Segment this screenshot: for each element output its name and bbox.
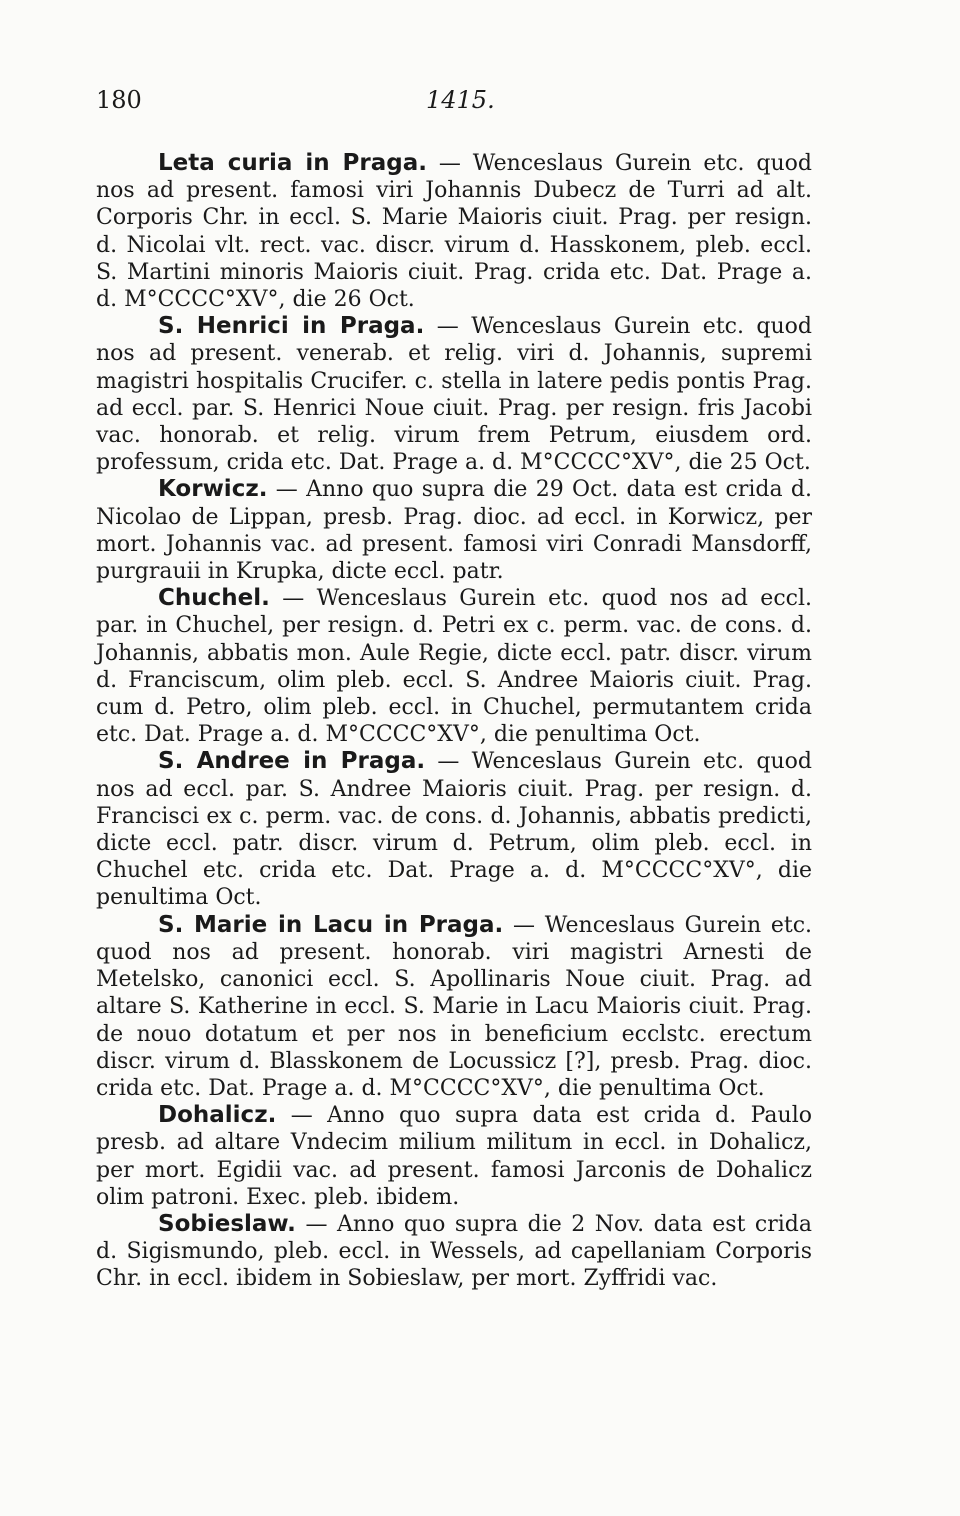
page-number: 180 <box>96 86 142 114</box>
entry-title: S. Andree in Praga. <box>158 748 426 775</box>
page-year: 1415. <box>426 86 495 114</box>
entry-sobieslaw <box>96 1211 812 1293</box>
entry-dohalicz <box>96 1102 812 1211</box>
entry-text: — Anno quo supra data est crida d. Paulo presb. ad altare Vndecim milium militum in eccl. in Dohalicz, per mort. Egidii vac. ad present. famosi Jarconis de Dohalicz olim patroni. Exec. pleb. ibidem. <box>96 1103 812 1210</box>
entry-s-andree <box>96 748 812 911</box>
entry-chuchel <box>96 585 812 748</box>
entry-text: — Wenceslaus Gurein etc. quod nos ad eccl. par. S. Andree Maioris ciuit. Prag. per resign. d. Francisci ex c. perm. vac. de cons. d. Johannis, abbatis predicti, dicte eccl. patr. discr. virum d. Petrum, olim pleb. eccl. in Chuchel etc. crida etc. Dat. Prage a. d. M°CCCC°XV°, die penultima Oct. <box>96 749 812 911</box>
entry-title: Dohalicz. <box>158 1102 277 1129</box>
entry-text: — Wenceslaus Gurein etc. quod nos ad present. famosi viri Johannis Dubecz de Turri ad alt. Corporis Chr. in eccl. S. Marie Maioris ciuit. Prag. per resign. d. Nicolai vlt. rect. vac. discr. virum d. Hasskonem, pleb. eccl. S. Martini minoris Maioris ciuit. Prag. crida etc. Dat. Prage a. d. M°CCCC°XV°, die 26 Oct. <box>96 151 812 313</box>
entry-s-henrici <box>96 313 812 476</box>
entry-title: Sobieslaw. <box>158 1210 296 1237</box>
entry-korwicz <box>96 476 812 585</box>
entry-title: Chuchel. <box>158 585 270 612</box>
entry-text: — Wenceslaus Gurein etc. quod nos ad present. venerab. et relig. viri d. Johannis, supremi magistri hospitalis Crucifer. c. stella in latere pedis pontis Prag. ad eccl. par. S. Henrici Noue ciuit. Prag. per resign. fris Jacobi vac. honorab. et relig. virum frem Petrum, eiusdem ord. professum, crida etc. Dat. Prage a. d. M°CCCC°XV°, die 25 Oct. <box>96 314 812 476</box>
entry-title: Leta curia in Praga. <box>158 150 427 176</box>
entry-title: S. Marie in Lacu in Praga. <box>158 911 504 938</box>
document-body <box>96 150 812 1293</box>
entry-leta-curia <box>96 150 812 313</box>
entry-text: — Anno quo supra die 29 Oct. data est crida d. Nicolao de Lippan, presb. Prag. dioc. ad eccl. in Korwicz, per mort. Johannis vac. ad present. famosi viri Conradi Mansdorff, purgrauii in Krupka, dicte eccl. patr. <box>96 477 813 585</box>
entry-text: — Wenceslaus Gurein etc. quod nos ad eccl. par. in Chuchel, per resign. d. Petri ex c. perm. vac. de cons. d. Johannis, abbatis mon. Aule Regie, dicte eccl. patr. discr. virum d. Franciscum, olim pleb. eccl. S. Andree Maioris ciuit. Prag. cum d. Petro, olim pleb. eccl. in Chuchel, permutantem crida etc. Dat. Prage a. d. M°CCCC°XV°, die penultima Oct. <box>96 586 812 748</box>
entry-title: S. Henrici in Praga. <box>158 313 425 340</box>
page-header <box>96 86 812 122</box>
entry-text: — Wenceslaus Gurein etc. quod nos ad present. honorab. viri magistri Arnesti de Metelsko, canonici eccl. S. Apollinaris Noue ciuit. Prag. ad altare S. Katherine in eccl. S. Marie in Lacu Maioris ciuit. Prag. de nouo dotatum et per nos in beneficium ecclstc. erectum discr. virum d. Blasskonem de Locussicz [?], presb. Prag. dioc. crida etc. Dat. Prage a. d. M°CCCC°XV°, die penultima Oct. <box>96 912 813 1101</box>
entry-s-marie-in-lacu <box>96 912 812 1102</box>
entry-title: Korwicz. <box>158 476 268 503</box>
entry-text: — Anno quo supra die 2 Nov. data est crida d. Sigismundo, pleb. eccl. in Wessels, ad capellaniam Corporis Chr. in eccl. ibidem in Sobieslaw, per mort. Zyffridi vac. <box>96 1211 812 1292</box>
